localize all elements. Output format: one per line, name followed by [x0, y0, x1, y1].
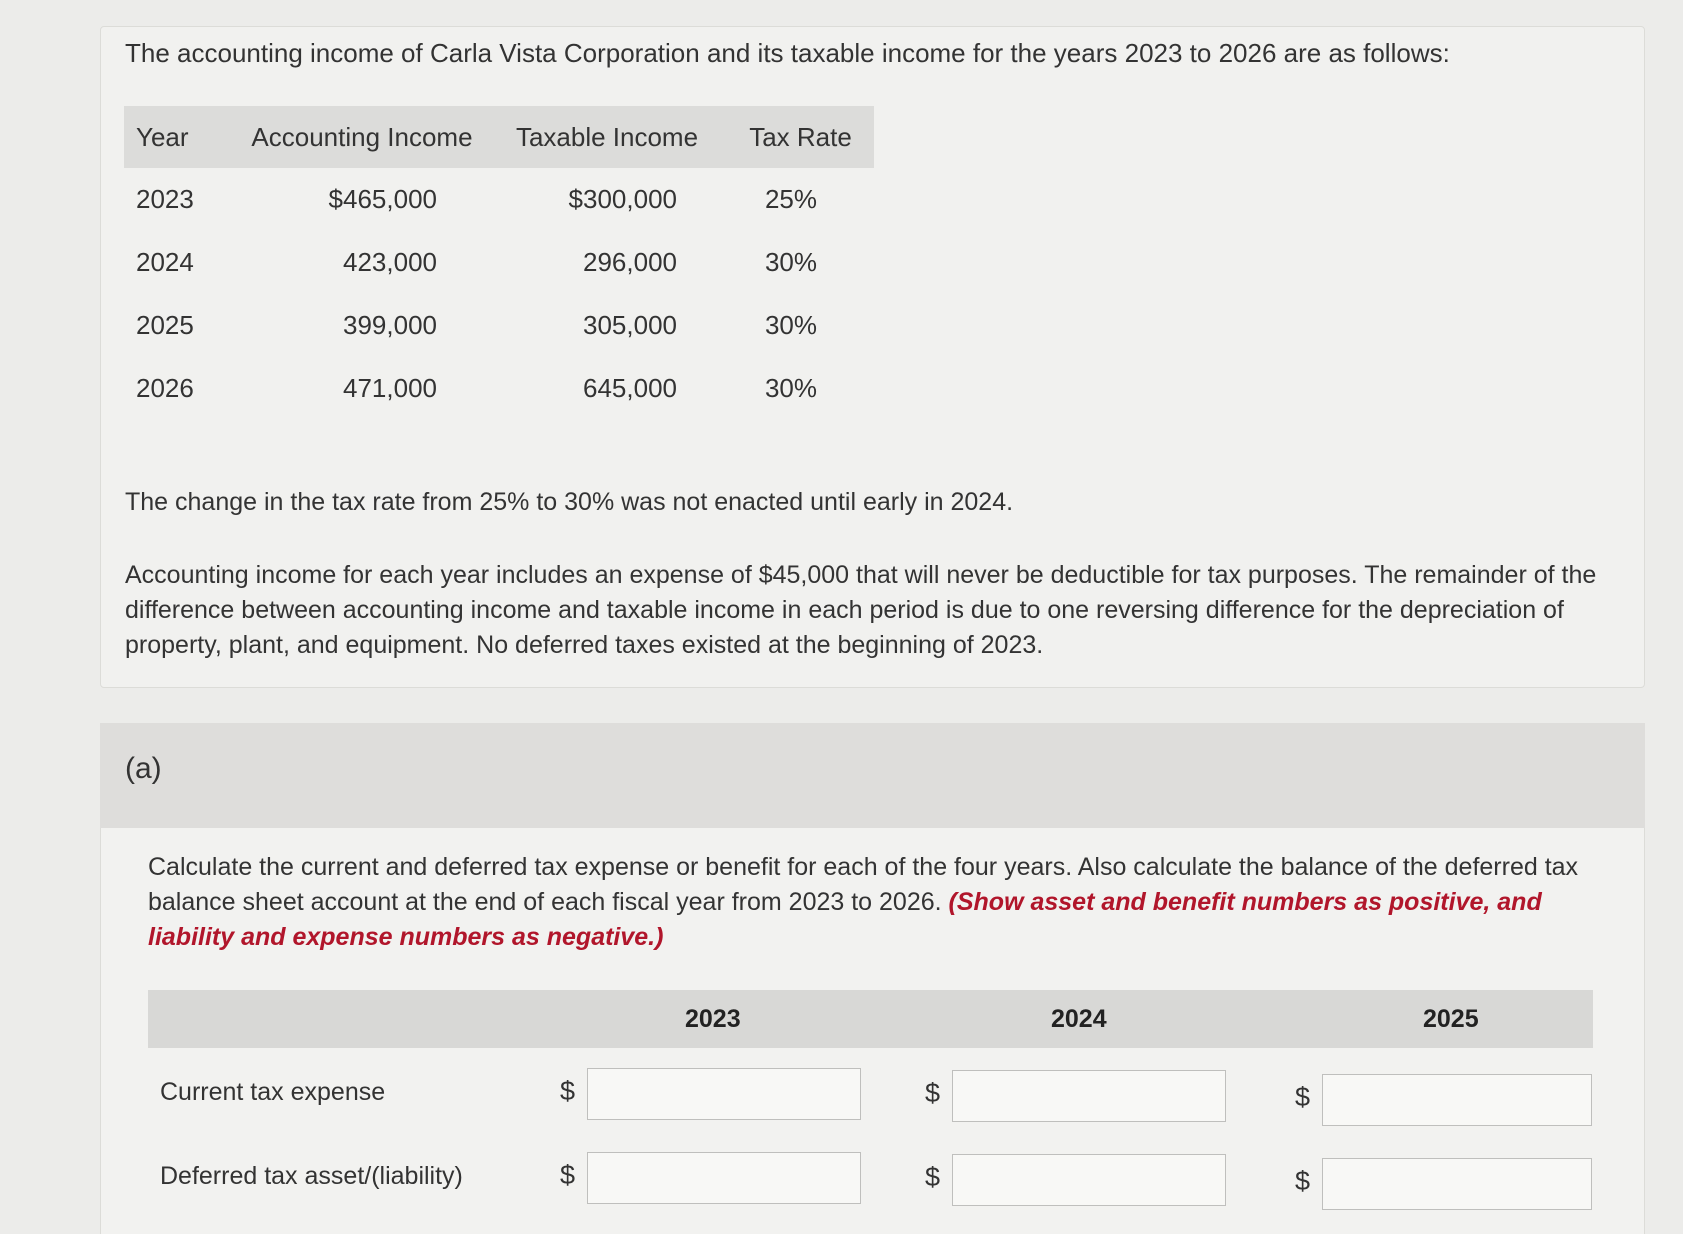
taxable-income-cell: $300,000 [568, 184, 677, 214]
accounting-income-cell: 399,000 [343, 310, 437, 340]
deferred-tax-2024-input[interactable] [952, 1154, 1226, 1206]
header-accounting-income: Accounting Income [251, 121, 473, 152]
instruction-emphasis: (Show asset and benefit numbers as positive, and liability and expense numbers as negative.) [148, 888, 1542, 951]
header-tax-rate: Tax Rate [749, 121, 852, 152]
dollar-sign: $ [1295, 1082, 1311, 1112]
instruction-text: Calculate the current and deferred tax expense or benefit for each of the four years. Also calculate the balance of the deferred tax balance sheet account at the end of each fiscal year from 2023 to 2026. [148, 853, 1579, 916]
column-header-2023: 2023 [685, 1005, 741, 1033]
income-table-header [124, 106, 874, 168]
accounting-income-cell: 471,000 [343, 373, 437, 403]
answer-table-header [148, 990, 1593, 1048]
current-tax-expense-2024-input[interactable] [952, 1070, 1226, 1122]
part-a-instruction [148, 850, 1598, 955]
table-row [124, 294, 874, 357]
tax-rate-cell: 30% [764, 247, 818, 277]
part-a-header [100, 723, 1645, 828]
difference-note: Accounting income for each year includes an expense of $45,000 that will never be deductible for tax purposes. The remainder of the difference between accounting income and taxable income in each period is due to one reversing difference for the depreciation of property, plant, and equipment. No deferred taxes existed at the beginning of 2023. [125, 561, 1597, 659]
table-row [124, 168, 874, 231]
deferred-tax-label: Deferred tax asset/(liability) [160, 1162, 463, 1190]
dollar-sign: $ [560, 1160, 576, 1190]
dollar-sign: $ [560, 1076, 576, 1106]
dollar-sign: $ [925, 1162, 941, 1192]
deferred-tax-2025-input[interactable] [1322, 1158, 1592, 1210]
tax-rate-cell: 30% [764, 310, 818, 340]
year-cell: 2024 [136, 247, 194, 277]
taxable-income-cell: 296,000 [583, 247, 677, 277]
taxable-income-cell: 645,000 [583, 373, 677, 403]
tax-rate-cell: 25% [764, 184, 818, 214]
tax-rate-note: The change in the tax rate from 25% to 30% was not enacted until early in 2024. [125, 488, 1014, 516]
taxable-income-cell: 305,000 [583, 310, 677, 340]
part-a-label: (a) [125, 752, 162, 785]
current-tax-expense-2025-input[interactable] [1322, 1074, 1592, 1126]
problem-intro: The accounting income of Carla Vista Corporation and its taxable income for the years 2023 to 2026 are as follows: [125, 38, 1450, 68]
current-tax-expense-2023-input[interactable] [587, 1068, 861, 1120]
dollar-sign: $ [1295, 1166, 1311, 1196]
current-tax-expense-label: Current tax expense [160, 1078, 386, 1106]
deferred-tax-2023-input[interactable] [587, 1152, 861, 1204]
year-cell: 2026 [136, 373, 194, 403]
dollar-sign: $ [925, 1078, 941, 1108]
column-header-2024: 2024 [1051, 1005, 1107, 1033]
table-row [124, 357, 874, 420]
year-cell: 2025 [136, 310, 194, 340]
header-taxable-income: Taxable Income [515, 121, 699, 152]
income-table [124, 106, 874, 420]
table-row [124, 231, 874, 294]
year-cell: 2023 [136, 184, 194, 214]
accounting-income-cell: 423,000 [343, 247, 437, 277]
accounting-income-cell: $465,000 [328, 184, 437, 214]
column-header-2025: 2025 [1423, 1005, 1479, 1033]
header-year: Year [136, 121, 189, 152]
tax-rate-cell: 30% [764, 373, 818, 403]
